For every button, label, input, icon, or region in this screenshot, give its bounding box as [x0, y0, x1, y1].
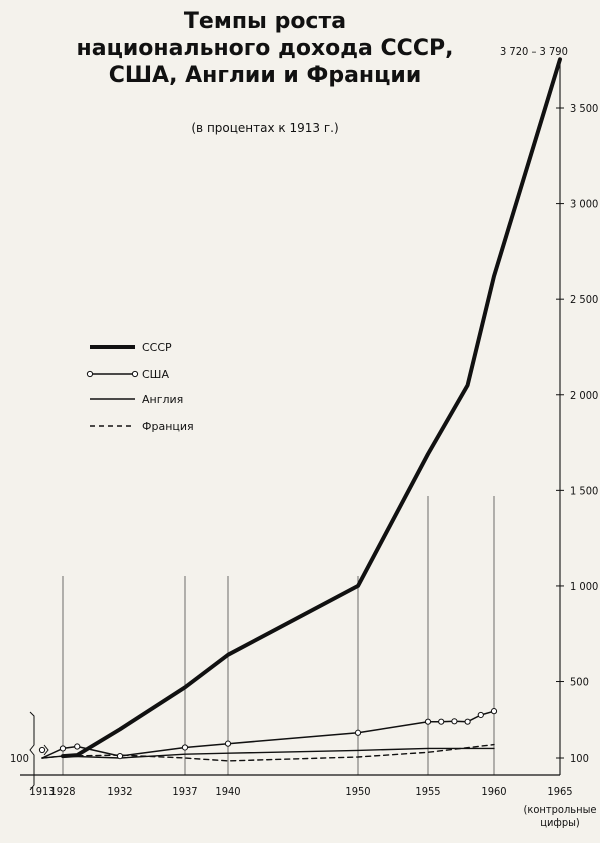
left-bracket: [30, 712, 34, 790]
y-tick-label-7: 3 500: [570, 102, 599, 115]
title-line-1: Темпы роста: [183, 9, 347, 34]
x-tick-note: [523, 803, 596, 829]
x-tick-note-line-1: (контрольные: [523, 803, 597, 816]
y-tick-label-6: 3 000: [570, 197, 599, 211]
y-tick-label-2: 1 000: [570, 579, 599, 593]
y-tick-label-1: 500: [570, 675, 589, 689]
series-line-ussr: [63, 59, 560, 756]
x-tick-label-1950: 1950: [345, 785, 371, 798]
y-tick-label-4: 2 000: [570, 388, 599, 402]
point-usa-1956: [439, 719, 444, 724]
point-usa-1928: [60, 746, 65, 751]
title-line-2: национального дохода СССР,: [76, 36, 454, 61]
y-tick-label-left-100: 100: [10, 752, 29, 765]
point-usa-1958: [465, 719, 470, 724]
point-usa-1960: [491, 709, 496, 714]
x-tick-label-1960: 1960: [481, 785, 507, 798]
x-tick-note-line-2: цифры): [540, 816, 580, 829]
point-usa-1940: [225, 741, 230, 746]
x-tick-label-1932: 1932: [107, 785, 133, 798]
legend-label-usa: США: [142, 368, 169, 381]
x-tick-label-1940: 1940: [215, 785, 241, 798]
legend-swatch-circle-a: [87, 371, 92, 376]
y-tick-label-3: 1 500: [570, 484, 599, 498]
x-tick-label-1965: 1965: [547, 785, 573, 798]
title-line-3: США, Англии и Франции: [108, 63, 422, 88]
point-usa-1950: [355, 730, 360, 735]
chart-subtitle: (в процентах к 1913 г.): [191, 121, 339, 135]
y-tick-label-0: 100: [570, 752, 589, 765]
x-tick-label-1913: 1913: [29, 785, 55, 798]
x-tick-label-1955: 1955: [415, 785, 441, 798]
top-value-label: 3 720 – 3 790: [500, 45, 568, 58]
point-usa-1932: [117, 753, 122, 758]
legend-label-france: Франция: [142, 420, 194, 433]
point-usa-1955: [425, 719, 430, 724]
legend-label-uk: Англия: [142, 393, 184, 406]
point-usa-1913: [39, 747, 44, 752]
point-usa-1959: [478, 712, 483, 717]
x-tick-label-1928: 1928: [50, 785, 76, 798]
legend-swatch-circle-b: [132, 371, 137, 376]
y-tick-label-5: 2 500: [570, 293, 599, 307]
x-tick-label-1937: 1937: [172, 785, 198, 798]
legend-label-ussr: СССР: [142, 341, 172, 354]
point-usa-1929: [75, 744, 80, 749]
point-usa-1957: [452, 719, 457, 724]
point-usa-1937: [182, 745, 187, 750]
